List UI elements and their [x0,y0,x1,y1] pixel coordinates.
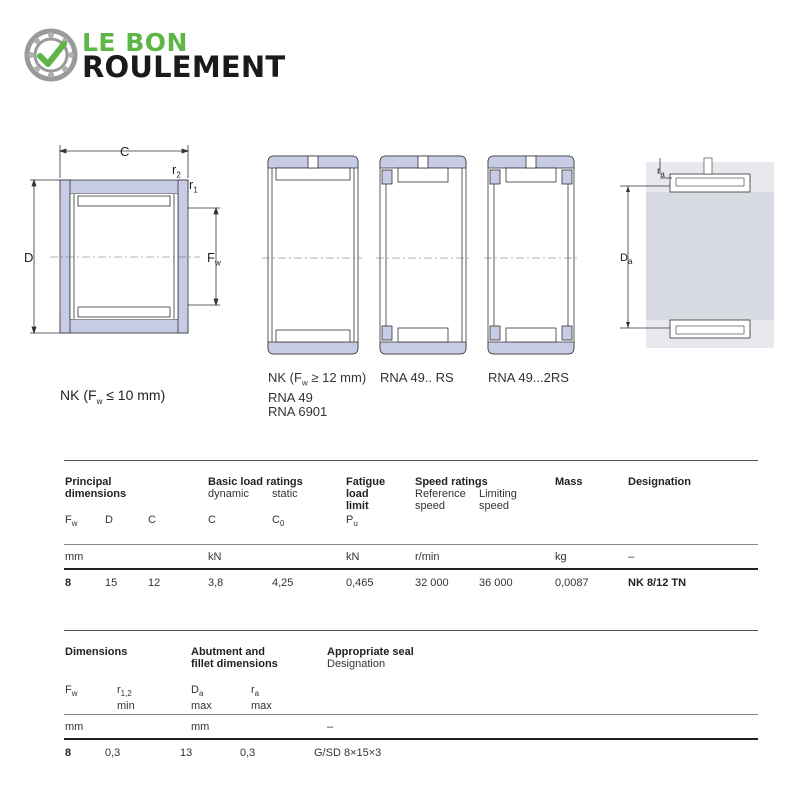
dim-C-label: C [120,144,130,159]
t2-unit-mm: mm [65,721,84,733]
t1-unit-kg: kg [555,551,567,563]
table1-row-rule [64,568,758,570]
rna49rs-bearing-drawing [376,152,472,362]
t1-cell-d: 15 [105,577,118,589]
t1-cell-pu: 0,465 [346,577,374,589]
t2-h-dimensions: Dimensions [65,646,128,658]
t1-cell-dyn: 3,8 [208,577,224,589]
t1-cell-c: 12 [148,577,161,589]
t1-cell-lim: 36 000 [479,577,513,589]
t1-unit-dash: – [628,551,635,563]
caption-rna492rs: RNA 49...2RS [488,370,569,385]
table2-top-rule [64,630,758,631]
t1-h-speed: Speed ratings [415,476,488,488]
t1-h-fatigue: Fatigue load limit [346,476,386,512]
nk-bearing-drawing [20,140,240,340]
t2-h-seal-designation: Designation [327,658,386,670]
caption-rna49rs: RNA 49.. RS [380,370,454,385]
dim-Da-label: $D_a$ [620,252,633,267]
rna492rs-bearing-drawing [484,152,580,362]
t1-cell-mass: 0,0087 [555,577,589,589]
bearing-check-icon [24,28,78,82]
t1-cell-stat: 4,25 [272,577,294,589]
dim-ra-label: $r_a$ [657,166,665,179]
t1-cell-ref: 32 000 [415,577,449,589]
t1-cell-desig[interactable]: NK 8/12 TN [628,577,687,589]
t1-unit-mm: mm [65,551,84,563]
dim-r1-label: $r_1$ [189,177,198,195]
t2-sym-fw: $F_w$ [65,684,78,699]
t2-sym-r: $r_{1,2}$ min [117,684,135,713]
logo-line1: LE BON [82,28,188,57]
table2-mid-rule [64,714,758,715]
abutment-drawing [620,152,776,358]
t2-sym-ra: $r_a$ max [251,684,272,713]
t1-h-dynamic: dynamic [208,488,249,500]
t1-sym-c0: $C_0$ [272,514,285,529]
dim-r2-label: $r_2$ [172,162,181,180]
t1-sym-pu: $P_u$ [346,514,358,529]
t1-h-reference: Reference speed [415,488,466,512]
t1-unit-rmin: r/min [415,551,440,563]
t1-h-static: static [272,488,298,500]
logo[interactable] [22,28,292,84]
caption-nk: NK ($F_w \le 10$ mm) [60,387,166,406]
t1-sym-c: C [148,514,156,526]
t2-cell-ra: 0,3 [240,747,256,759]
dim-Fw-label: $F_w$ [207,250,221,268]
t2-cell-seal[interactable]: G/SD 8×15×3 [314,747,382,759]
t2-cell-r: 0,3 [105,747,121,759]
t2-h-abutment: Abutment and fillet dimensions [191,646,278,670]
table1-top-rule [64,460,758,461]
t1-sym-d: D [105,514,113,526]
t2-cell-fw: 8 [65,747,72,759]
t1-h-designation: Designation [628,476,691,488]
t1-h-principal: Principal dimensions [65,476,127,500]
dim-D-label: D [24,250,34,265]
caption-nk-rna: NK ($F_w \ge 12$ mm) RNA 49 RNA 6901 [268,370,367,419]
t2-h-seal: Appropriate seal [327,646,414,658]
t1-unit-kn2: kN [346,551,360,563]
t1-h-limiting: Limiting speed [479,488,517,512]
t2-cell-da: 13 [180,747,193,759]
table2-row-rule [64,738,758,740]
t1-cell-fw: 8 [65,577,72,589]
t1-h-mass: Mass [555,476,583,488]
logo-line2: ROULEMENT [82,50,286,84]
rna49-bearing-drawing [262,152,362,362]
t1-sym-c-dyn: C [208,514,216,526]
t2-sym-da: $D_a$ max [191,684,212,713]
table1-mid-rule [64,544,758,545]
t1-unit-kn: kN [208,551,222,563]
t1-h-basic: Basic load ratings [208,476,303,488]
t2-unit-mm2: mm [191,721,210,733]
t2-unit-dash: – [327,721,334,733]
t1-sym-fw: $F_w$ [65,514,78,529]
